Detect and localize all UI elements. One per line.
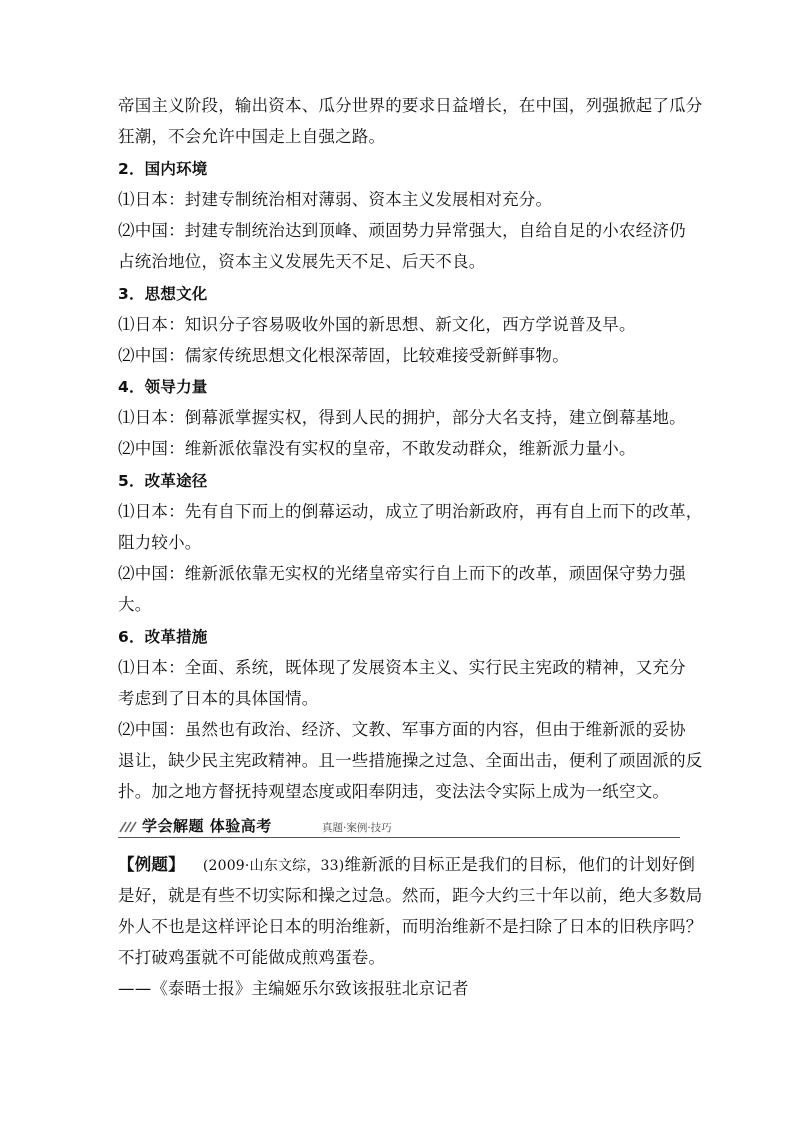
body-line: 狂潮，不会允许中国走上自强之路。 <box>118 127 386 146</box>
section-banner <box>118 814 680 838</box>
body-line: ⑴日本：封建专制统治相对薄弱、资本主义发展相对充分。 <box>118 190 553 209</box>
section-heading: 2．国内环境 <box>118 160 208 178</box>
example-first-line <box>118 855 695 876</box>
body-line: 帝国主义阶段，输出资本、瓜分世界的要求日益增长，在中国，列强掀起了瓜分 <box>118 96 703 115</box>
example-attribution: ——《泰晤士报》主编姬乐尔致该报驻北京记者 <box>118 979 469 998</box>
example-text: 是好，就是有些不切实际和操之过急。然而，距今大约三十年以前，绝大多数局 <box>118 886 703 905</box>
example-label: 【例题】 <box>118 855 185 874</box>
banner-title: 学会解题 体验高考 <box>142 817 272 835</box>
body-line: 阻力较小。 <box>118 533 202 552</box>
example-text: 不打破鸡蛋就不可能做成煎鸡蛋卷。 <box>118 948 386 967</box>
body-line: 大。 <box>118 595 152 614</box>
body-line: 考虑到了日本的具体国情。 <box>118 689 319 708</box>
body-line: ⑴日本：先有自下而上的倒幕运动，成立了明治新政府，再有自上而下的改革， <box>118 502 703 521</box>
section-heading: 3．思想文化 <box>118 285 208 303</box>
body-line: ⑵中国：虽然也有政治、经济、文教、军事方面的内容，但由于维新派的妥协 <box>118 720 686 739</box>
stripe-decoration-icon <box>118 820 138 834</box>
section-heading: 5．改革途径 <box>118 472 208 490</box>
example-source: (2009·山东文综，33) <box>202 858 345 874</box>
banner-subtitle: 真题·案例·技巧 <box>322 822 392 834</box>
body-line: ⑵中国：维新派依靠无实权的光绪皇帝实行自上而下的改革，顽固保守势力强 <box>118 564 686 583</box>
body-line: 扑。加之地方督抚持观望态度或阳奉阴违，变法法令实际上成为一纸空文。 <box>118 782 670 801</box>
body-line: ⑴日本：知识分子容易吸收外国的新思想、新文化，西方学说普及早。 <box>118 315 636 334</box>
body-line: 退让，缺少民主宪政精神。且一些措施操之过急、全面出击，便利了顽固派的反 <box>118 751 703 770</box>
example-text: 维新派的目标正是我们的目标，他们的计划好倒 <box>344 855 696 874</box>
section-heading: 4．领导力量 <box>118 378 208 396</box>
section-heading: 6．改革措施 <box>118 628 208 646</box>
body-line: ⑵中国：封建专制统治达到顶峰、顽固势力异常强大，自给自足的小农经济仍 <box>118 221 686 240</box>
banner-divider <box>118 837 680 839</box>
body-line: ⑴日本：全面、系统，既体现了发展资本主义、实行民主宪政的精神，又充分 <box>118 658 686 677</box>
body-line: ⑵中国：儒家传统思想文化根深蒂固，比较难接受新鲜事物。 <box>118 346 569 365</box>
example-text: 外人不也是这样评论日本的明治维新，而明治维新不是扫除了日本的旧秩序吗？ <box>118 917 703 936</box>
body-line: ⑵中国：维新派依靠没有实权的皇帝，不敢发动群众，维新派力量小。 <box>118 439 636 458</box>
body-line: 占统治地位，资本主义发展先天不足、后天不良。 <box>118 252 486 271</box>
body-line: ⑴日本：倒幕派掌握实权，得到人民的拥护，部分大名支持，建立倒幕基地。 <box>118 408 686 427</box>
